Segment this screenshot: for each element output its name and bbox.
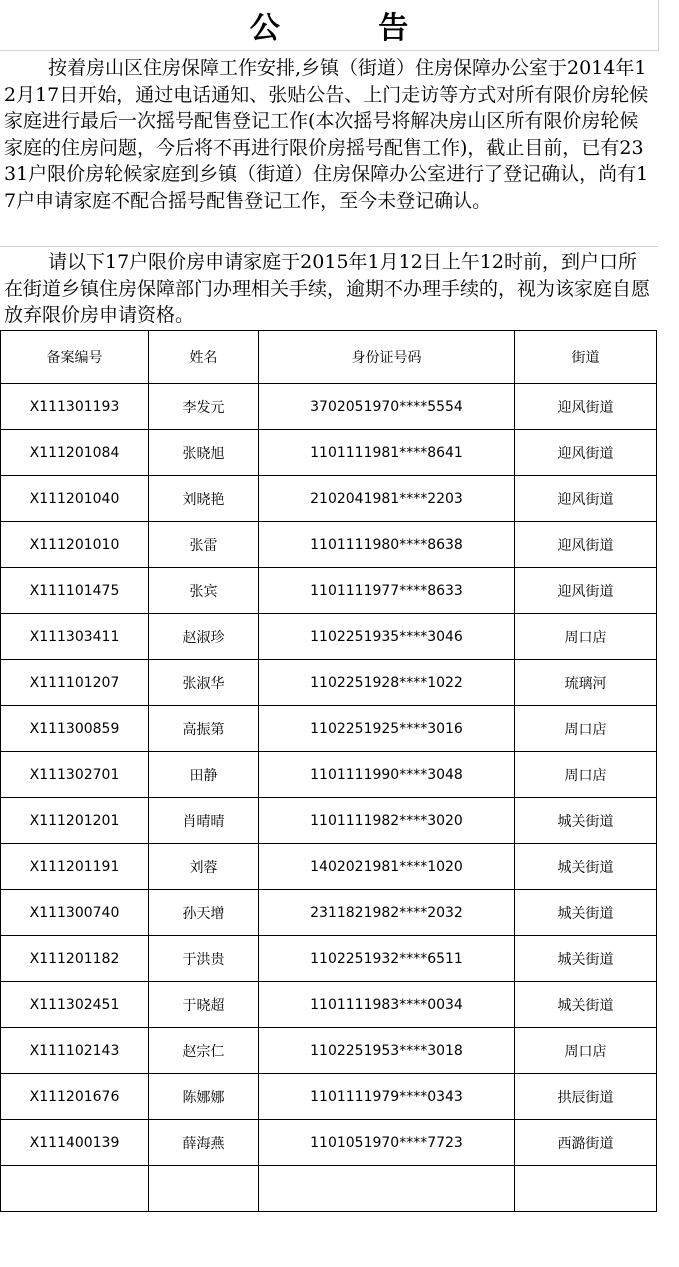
table-row <box>1 568 657 614</box>
street-cell: 周口店 <box>515 1028 657 1074</box>
id-number-cell: 2311821982****2032 <box>259 890 515 936</box>
divider <box>0 246 658 247</box>
street-cell: 城关街道 <box>515 844 657 890</box>
record-number-cell: X111201676 <box>1 1074 149 1120</box>
name-cell: 刘晓艳 <box>149 476 259 522</box>
record-number-cell: X111303411 <box>1 614 149 660</box>
street-cell: 迎风街道 <box>515 430 657 476</box>
name-cell: 张晓旭 <box>149 430 259 476</box>
record-number-cell: X111302701 <box>1 752 149 798</box>
name-cell: 赵宗仁 <box>149 1028 259 1074</box>
table-row <box>1 798 657 844</box>
street-cell: 城关街道 <box>515 798 657 844</box>
id-number-cell: 1101111980****8638 <box>259 522 515 568</box>
header-street: 街道 <box>515 331 657 384</box>
table-row <box>1 1028 657 1074</box>
street-cell: 西潞街道 <box>515 1120 657 1166</box>
id-number-cell: 1102251953****3018 <box>259 1028 515 1074</box>
table-row <box>1 890 657 936</box>
record-number-cell: X111101475 <box>1 568 149 614</box>
table-row <box>1 384 657 430</box>
record-number-cell: X111102143 <box>1 1028 149 1074</box>
page-title: 公 告 <box>249 11 453 46</box>
street-cell: 城关街道 <box>515 936 657 982</box>
record-number-cell: X111201040 <box>1 476 149 522</box>
notice-paragraph-1: 按着房山区住房保障工作安排,乡镇（街道）住房保障办公室于2014年12月17日开始，通过电话通知、张贴公告、上门走访等方式对所有限价房轮候家庭进行最后一次摇号配售登记工作(本次摇号将解决房山区所有限价房轮候家庭的住房问题，今后将不再进行限价房摇号配售工作)，截止目前，已有2331户限价房轮候家庭到乡镇（街道）住房保障办公室进行了登记确认，尚有17户申请家庭不配合摇号配售登记工作，至今未登记确认。 <box>4 57 649 212</box>
street-cell: 迎风街道 <box>515 384 657 430</box>
record-number-cell: X111300859 <box>1 706 149 752</box>
name-cell: 赵淑珍 <box>149 614 259 660</box>
name-cell: 张雷 <box>149 522 259 568</box>
name-cell: 刘蓉 <box>149 844 259 890</box>
id-number-cell: 1102251935****3046 <box>259 614 515 660</box>
header-name: 姓名 <box>149 331 259 384</box>
record-number-cell: X111400139 <box>1 1120 149 1166</box>
name-cell: 李发元 <box>149 384 259 430</box>
name-cell: 张宾 <box>149 568 259 614</box>
street-cell: 拱辰街道 <box>515 1074 657 1120</box>
table-row <box>1 522 657 568</box>
id-number-cell: 1101051970****7723 <box>259 1120 515 1166</box>
table-row <box>1 844 657 890</box>
record-number-cell: X111101207 <box>1 660 149 706</box>
record-number-cell: X111201010 <box>1 522 149 568</box>
table-header-row <box>1 331 657 384</box>
street-cell: 城关街道 <box>515 982 657 1028</box>
street-cell: 迎风街道 <box>515 522 657 568</box>
id-number-cell: 1101111977****8633 <box>259 568 515 614</box>
id-number-cell: 1101111983****0034 <box>259 982 515 1028</box>
record-number-cell: X111201182 <box>1 936 149 982</box>
table-row <box>1 660 657 706</box>
empty-cell <box>259 1166 515 1212</box>
name-cell: 肖晴晴 <box>149 798 259 844</box>
name-cell: 高振第 <box>149 706 259 752</box>
table-row <box>1 982 657 1028</box>
id-number-cell: 1101111982****3020 <box>259 798 515 844</box>
applicant-table <box>0 330 657 1212</box>
name-cell: 张淑华 <box>149 660 259 706</box>
table-row <box>1 1120 657 1166</box>
id-number-cell: 1102251928****1022 <box>259 660 515 706</box>
table-row <box>1 752 657 798</box>
table-body <box>1 384 657 1212</box>
header-id-number: 身份证号码 <box>259 331 515 384</box>
record-number-cell: X111201191 <box>1 844 149 890</box>
name-cell: 薛海燕 <box>149 1120 259 1166</box>
header-record-number: 备案编号 <box>1 331 149 384</box>
name-cell: 于洪贵 <box>149 936 259 982</box>
street-cell: 周口店 <box>515 706 657 752</box>
empty-cell <box>1 1166 149 1212</box>
title-row <box>0 0 659 51</box>
id-number-cell: 3702051970****5554 <box>259 384 515 430</box>
name-cell: 陈娜娜 <box>149 1074 259 1120</box>
record-number-cell: X111201201 <box>1 798 149 844</box>
table-row <box>1 430 657 476</box>
table-row <box>1 1074 657 1120</box>
table-row <box>1 614 657 660</box>
street-cell: 琉璃河 <box>515 660 657 706</box>
name-cell: 于晓超 <box>149 982 259 1028</box>
record-number-cell: X111301193 <box>1 384 149 430</box>
notice-paragraph-2: 请以下17户限价房申请家庭于2015年1月12日上午12时前，到户口所在街道乡镇住房保障部门办理相关手续，逾期不办理手续的，视为该家庭自愿放弃限价房申请资格。 <box>4 251 651 326</box>
street-cell: 迎风街道 <box>515 476 657 522</box>
empty-cell <box>149 1166 259 1212</box>
id-number-cell: 1102251925****3016 <box>259 706 515 752</box>
id-number-cell: 1102251932****6511 <box>259 936 515 982</box>
street-cell: 迎风街道 <box>515 568 657 614</box>
id-number-cell: 1101111981****8641 <box>259 430 515 476</box>
table-row <box>1 936 657 982</box>
street-cell: 城关街道 <box>515 890 657 936</box>
table-row <box>1 706 657 752</box>
street-cell: 周口店 <box>515 752 657 798</box>
table-row <box>1 476 657 522</box>
id-number-cell: 1402021981****1020 <box>259 844 515 890</box>
empty-cell <box>515 1166 657 1212</box>
name-cell: 孙天增 <box>149 890 259 936</box>
name-cell: 田静 <box>149 752 259 798</box>
id-number-cell: 1101111979****0343 <box>259 1074 515 1120</box>
street-cell: 周口店 <box>515 614 657 660</box>
id-number-cell: 1101111990****3048 <box>259 752 515 798</box>
record-number-cell: X111201084 <box>1 430 149 476</box>
empty-row <box>1 1166 657 1212</box>
id-number-cell: 2102041981****2203 <box>259 476 515 522</box>
record-number-cell: X111302451 <box>1 982 149 1028</box>
record-number-cell: X111300740 <box>1 890 149 936</box>
